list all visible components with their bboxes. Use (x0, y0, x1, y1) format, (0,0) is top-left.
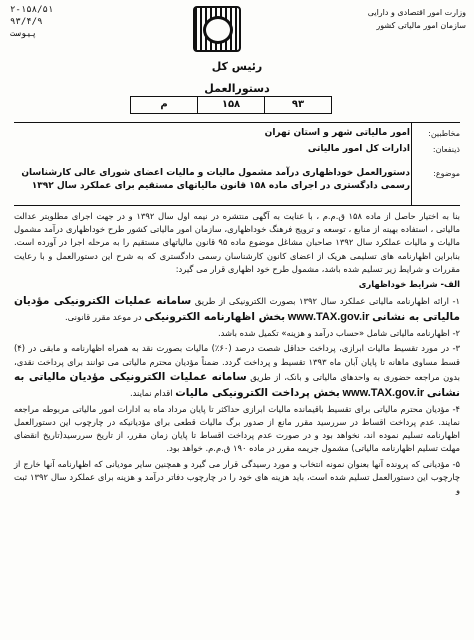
letter-meta (10, 4, 120, 40)
letter-date: ۹۳/۴/۹ (10, 17, 43, 27)
address-divider (411, 123, 412, 205)
item3-closing-text: اقدام نمایند. (130, 387, 173, 398)
letterhead (0, 0, 474, 78)
recipients-value: امور مالیاتی شهر و استان تهران (264, 128, 410, 138)
section-a-heading: الف- شرایط خوداظهاری (358, 279, 460, 290)
doc-number-code: م (160, 99, 168, 110)
condition-item-5: ۵- مؤدیانی که پرونده آنها بعنوان نمونه انتخاب و مورد رسیدگی قرار می گیرد و همچنین سایر مودیانی که اظهارنامه آنها خارج از چارچوب این دستورالعمل تسلیم شده است، باید هزینه های خود را در چارچوب دفاتر درآمد و هزینه برای عملکرد سال ۱۳۹۲ ثبت و (14, 458, 461, 496)
beneficiaries-label: ذینفعان: (432, 145, 460, 154)
chief-heading: رئیس کل (211, 60, 263, 73)
item1-address-label: مالیاتی به نشانی (372, 311, 460, 324)
document-title: دستورالعمل (204, 82, 270, 95)
item3-system-name: سامانه عملیات الکترونیکی مؤدیان (69, 370, 247, 383)
condition-item-1 (14, 293, 460, 325)
doc-number-year: ۹۳ (264, 97, 331, 113)
item3-address-label: مالیاتی به نشانی (14, 370, 460, 399)
recipients-label: مخاطبین: (428, 129, 460, 138)
item1-deadline-text: در موعد مقرر قانونی. (65, 312, 142, 323)
condition-item-4: ۴- مؤدیان محترم مالیاتی برای تقسیط باقیمانده مالیات ابرازی حداکثر تا پایان مرداد ماه به ادارات امور مالیاتی مربوطه مراجعه نمایند. عدم پرداخت اقساط در سررسید مقرر مانع از صدور برگ مالیات قطعی برای مؤدیانیکه در چارچوب این دستورالعمل اظهارنامه تسلیم نموده اند، نخواهد بود و در صورت عدم پرداخت اقساط تا پایان زمان مقرر، از تاریخ سررسید(تاریخ انقضای مهلت تسلیم اظهارنامه مالیاتی) مشمول جریمه مقرر در ماده ۱۹۰ ق.م.م. خواهد بود. (14, 403, 460, 454)
emblem-logo-icon (193, 6, 241, 52)
letter-attachment: پیوست (10, 29, 38, 39)
document-number-box (130, 96, 332, 114)
item1-tax-url-link[interactable]: www.TAX.gov.ir (287, 311, 370, 324)
condition-item-2: ۲- اظهارنامه مالیاتی شامل «حساب درآمد و هزینه» تکمیل شده باشد. (217, 328, 460, 339)
doc-number-serial: ۱۵۸ (197, 97, 264, 113)
subject-label: موضوع: (433, 169, 460, 178)
address-block (14, 122, 460, 206)
document-body (14, 210, 460, 497)
item3-text: ۳- در مورد تقسیط مالیات ابرازی، پرداخت حداقل شصت درصد (۶۰٪) مالیات بصورت نقد به همراه اظهارنامه و مابقی در (۴) قسط مساوی ماهانه تا پایان آبان ماه ۱۳۹۳ تقسیط و پرداخت گردد. ضمناً مؤدیان محترم مالیاتی می توانند برای پرداخت نقدی، بدون مراجعه حضوری به واحدهای مالیاتی و بانک، از طریق (14, 343, 460, 382)
beneficiaries-value: ادارات کل امور مالیاتی (307, 144, 410, 154)
item3-section-name: بخش پرداخت الکترونیکی مالیات (175, 386, 340, 399)
condition-item-3 (14, 342, 460, 400)
subject-value: دستورالعمل خوداظهاری درآمد مشمول مالیات و مالیات اعضای شورای عالی کارشناسان رسمی دادگستری در اجرای ماده ۱۵۸ قانون مالیاتهای مستقیم برای عملکرد سال ۱۳۹۲ (21, 168, 410, 191)
item3-tax-url-link[interactable]: www.TAX.gov.ir (342, 386, 425, 399)
organization-name (326, 6, 466, 32)
item1-text: ۱- ارائه اظهارنامه مالیاتی عملکرد سال ۱۳۹۲ بصورت الکترونیکی از طریق (194, 296, 460, 307)
org-line-agency: سازمان امور مالیاتی کشور (376, 21, 466, 30)
org-line-ministry: وزارت امور اقتصادی و دارایی (367, 8, 466, 17)
intro-paragraph: بنا به اختیار حاصل از ماده ۱۵۸ ق.م.م ، با عنایت به آگهی منتشره در نیمه اول سال ۱۳۹۲ و در جهت اجرای مطلوبتر عدالت مالیاتی ، استفاده بهینه از منابع ، توسعه و ترویج فرهنگ خوداظهاری، سازمان امور مالیاتی کشور طرح خوداظهاری درآمد مشمول مالیات و مالیات عملکرد سال ۱۳۹۲ صاحبان مشاغل موضوع ماده ۹۵ قانون مالیاتهای مستقیم را به مرحله اجرا در آورده است. بنابراین اظهارنامه های تسلیمی هریک از اعضای کانون کارشناسان رسمی دادگستری که به شرح این دستورالعمل و با رعایت مقررات و شرایط زیر تسلیم شده باشد، مشمول طرح خود اظهاری قرار می گیرد: (14, 211, 461, 274)
item1-system-name: سامانه عملیات الکترونیکی مؤدیان (14, 295, 192, 308)
letter-number: ۲-۱۵۸/۵۱ (10, 5, 54, 15)
item1-section-name: بخش اظهارنامه الکترونیکی (144, 311, 286, 324)
